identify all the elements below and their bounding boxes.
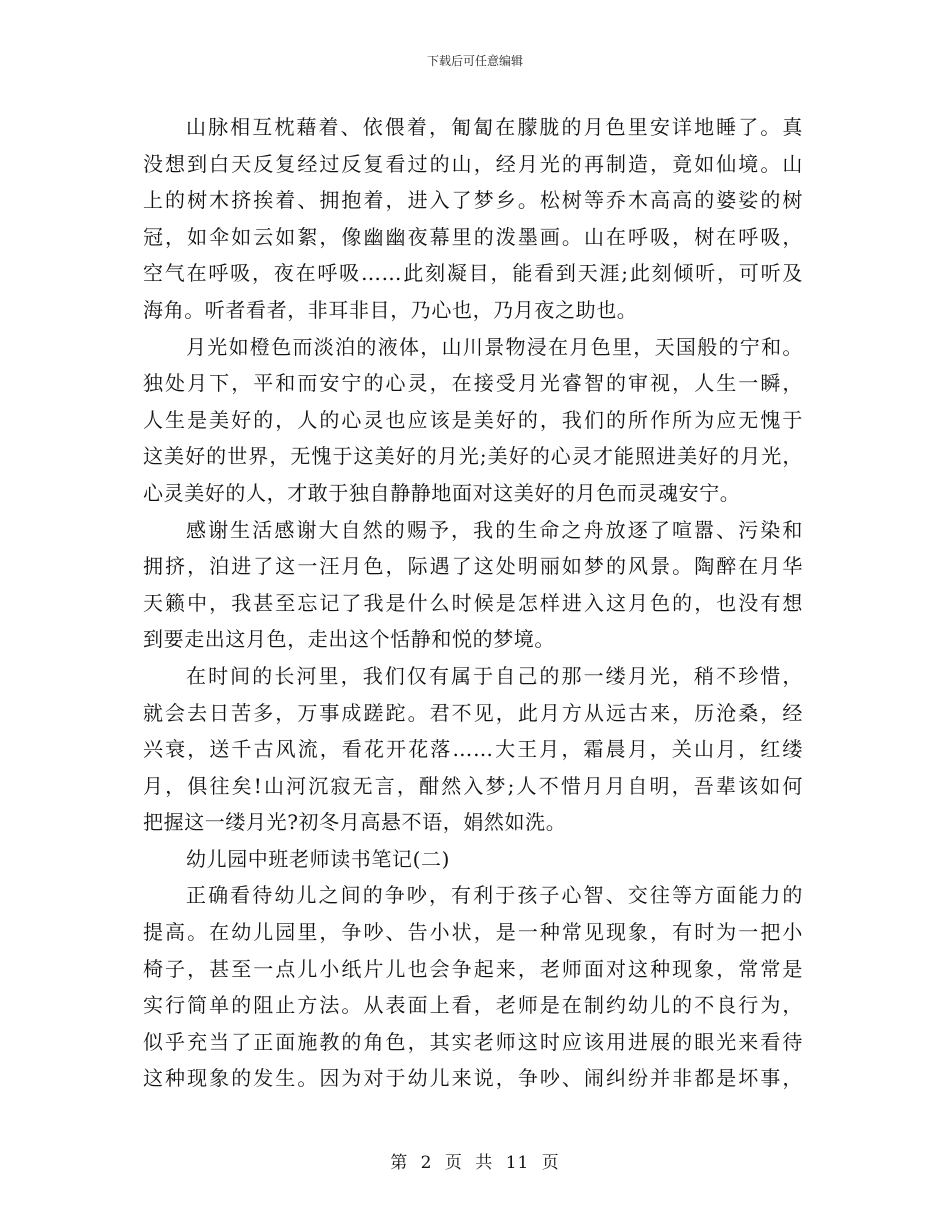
- text-line: 海角。听者看者，非耳非目，乃心也，乃月夜之助也。: [143, 297, 638, 322]
- paragraph: [143, 512, 803, 658]
- section-heading: [143, 841, 803, 878]
- text-line: 正确看待幼儿之间的争吵，有利于孩子心智、交往等方面能力的: [186, 883, 803, 908]
- text-line: 拥挤，泊进了这一汪月色，际遇了这处明丽如梦的风景。陶醉在月华: [143, 554, 803, 579]
- text-line: 空气在呼吸，夜在呼吸……此刻凝目，能看到天涯;此刻倾听，可听及: [143, 261, 803, 286]
- document-body: [143, 109, 803, 1097]
- text-line: 在时间的长河里，我们仅有属于自己的那一缕月光，稍不珍惜，: [186, 663, 803, 688]
- text-line: 实行简单的阻止方法。从表面上看，老师是在制约幼儿的不良行为，: [143, 993, 803, 1018]
- text-line: 似乎充当了正面施教的角色，其实老师这时应该用进展的眼光来看待: [143, 1029, 803, 1054]
- page-footer: [0, 1148, 950, 1173]
- paragraph: [143, 658, 803, 841]
- text-line: 山脉相互枕藉着、依偎着，匍匐在朦胧的月色里安详地睡了。真: [186, 115, 803, 139]
- heading-line: 幼儿园中班老师读书笔记(二): [186, 846, 451, 871]
- text-line: 到要走出这月色，走出这个恬静和悦的梦境。: [143, 627, 555, 652]
- total-label: 共: [475, 1153, 494, 1173]
- page-label-mid: 页: [444, 1153, 463, 1173]
- text-line: 椅子，甚至一点儿小纸片儿也会争起来，老师面对这种现象，常常是: [143, 956, 803, 981]
- total-pages-number: 11: [505, 1153, 530, 1173]
- text-line: 冠，如伞如云如絮，像幽幽夜幕里的泼墨画。山在呼吸，树在呼吸，: [143, 224, 803, 249]
- text-line: 提高。在幼儿园里，争吵、告小状，是一种常见现象，有时为一把小: [143, 920, 803, 945]
- paragraph: [143, 877, 803, 1097]
- current-page-number: 2: [420, 1153, 433, 1173]
- text-line: 这美好的世界，无愧于这美好的月光;美好的心灵才能照进美好的月光，: [143, 444, 803, 469]
- text-line: 独处月下，平和而安宁的心灵，在接受月光睿智的审视，人生一瞬，: [143, 371, 803, 396]
- page-label-prefix: 第: [390, 1153, 409, 1173]
- text-line: 人生是美好的，人的心灵也应该是美好的，我们的所作所为应无愧于: [143, 407, 803, 432]
- paragraph: [143, 109, 803, 329]
- text-line: 上的树木挤挨着、拥抱着，进入了梦乡。松树等乔木高高的婆娑的树: [143, 188, 803, 213]
- text-line: 这种现象的发生。因为对于幼儿来说，争吵、闹纠纷并非都是坏事，: [143, 1066, 803, 1091]
- text-line: 月，俱往矣!山河沉寂无言，酣然入梦;人不惜月月自明，吾辈该如何: [143, 773, 803, 798]
- text-line: 心灵美好的人，才敢于独自静静地面对这美好的月色而灵魂安宁。: [143, 480, 741, 505]
- page-header: 下载后可任意编辑: [426, 54, 523, 68]
- page-label-suffix: 页: [541, 1153, 560, 1173]
- text-line: 把握这一缕月光?初冬月高悬不语，娟然如洗。: [143, 810, 567, 835]
- paragraph: [143, 329, 803, 512]
- text-line: 感谢生活感谢大自然的赐予，我的生命之舟放逐了喧嚣、污染和: [186, 517, 803, 542]
- text-line: 月光如橙色而淡泊的液体，山川景物浸在月色里，天国般的宁和。: [186, 334, 803, 359]
- text-line: 就会去日苦多，万事成蹉跎。君不见，此月方从远古来，历沧桑，经: [143, 700, 803, 725]
- text-line: 兴衰，送千古风流，看花开花落……大王月，霜晨月，关山月，红缕: [143, 737, 803, 762]
- text-line: 没想到白天反复经过反复看过的山，经月光的再制造，竟如仙境。山: [143, 151, 803, 176]
- text-line: 天籁中，我甚至忘记了我是什么时候是怎样进入这月色的，也没有想: [143, 590, 803, 615]
